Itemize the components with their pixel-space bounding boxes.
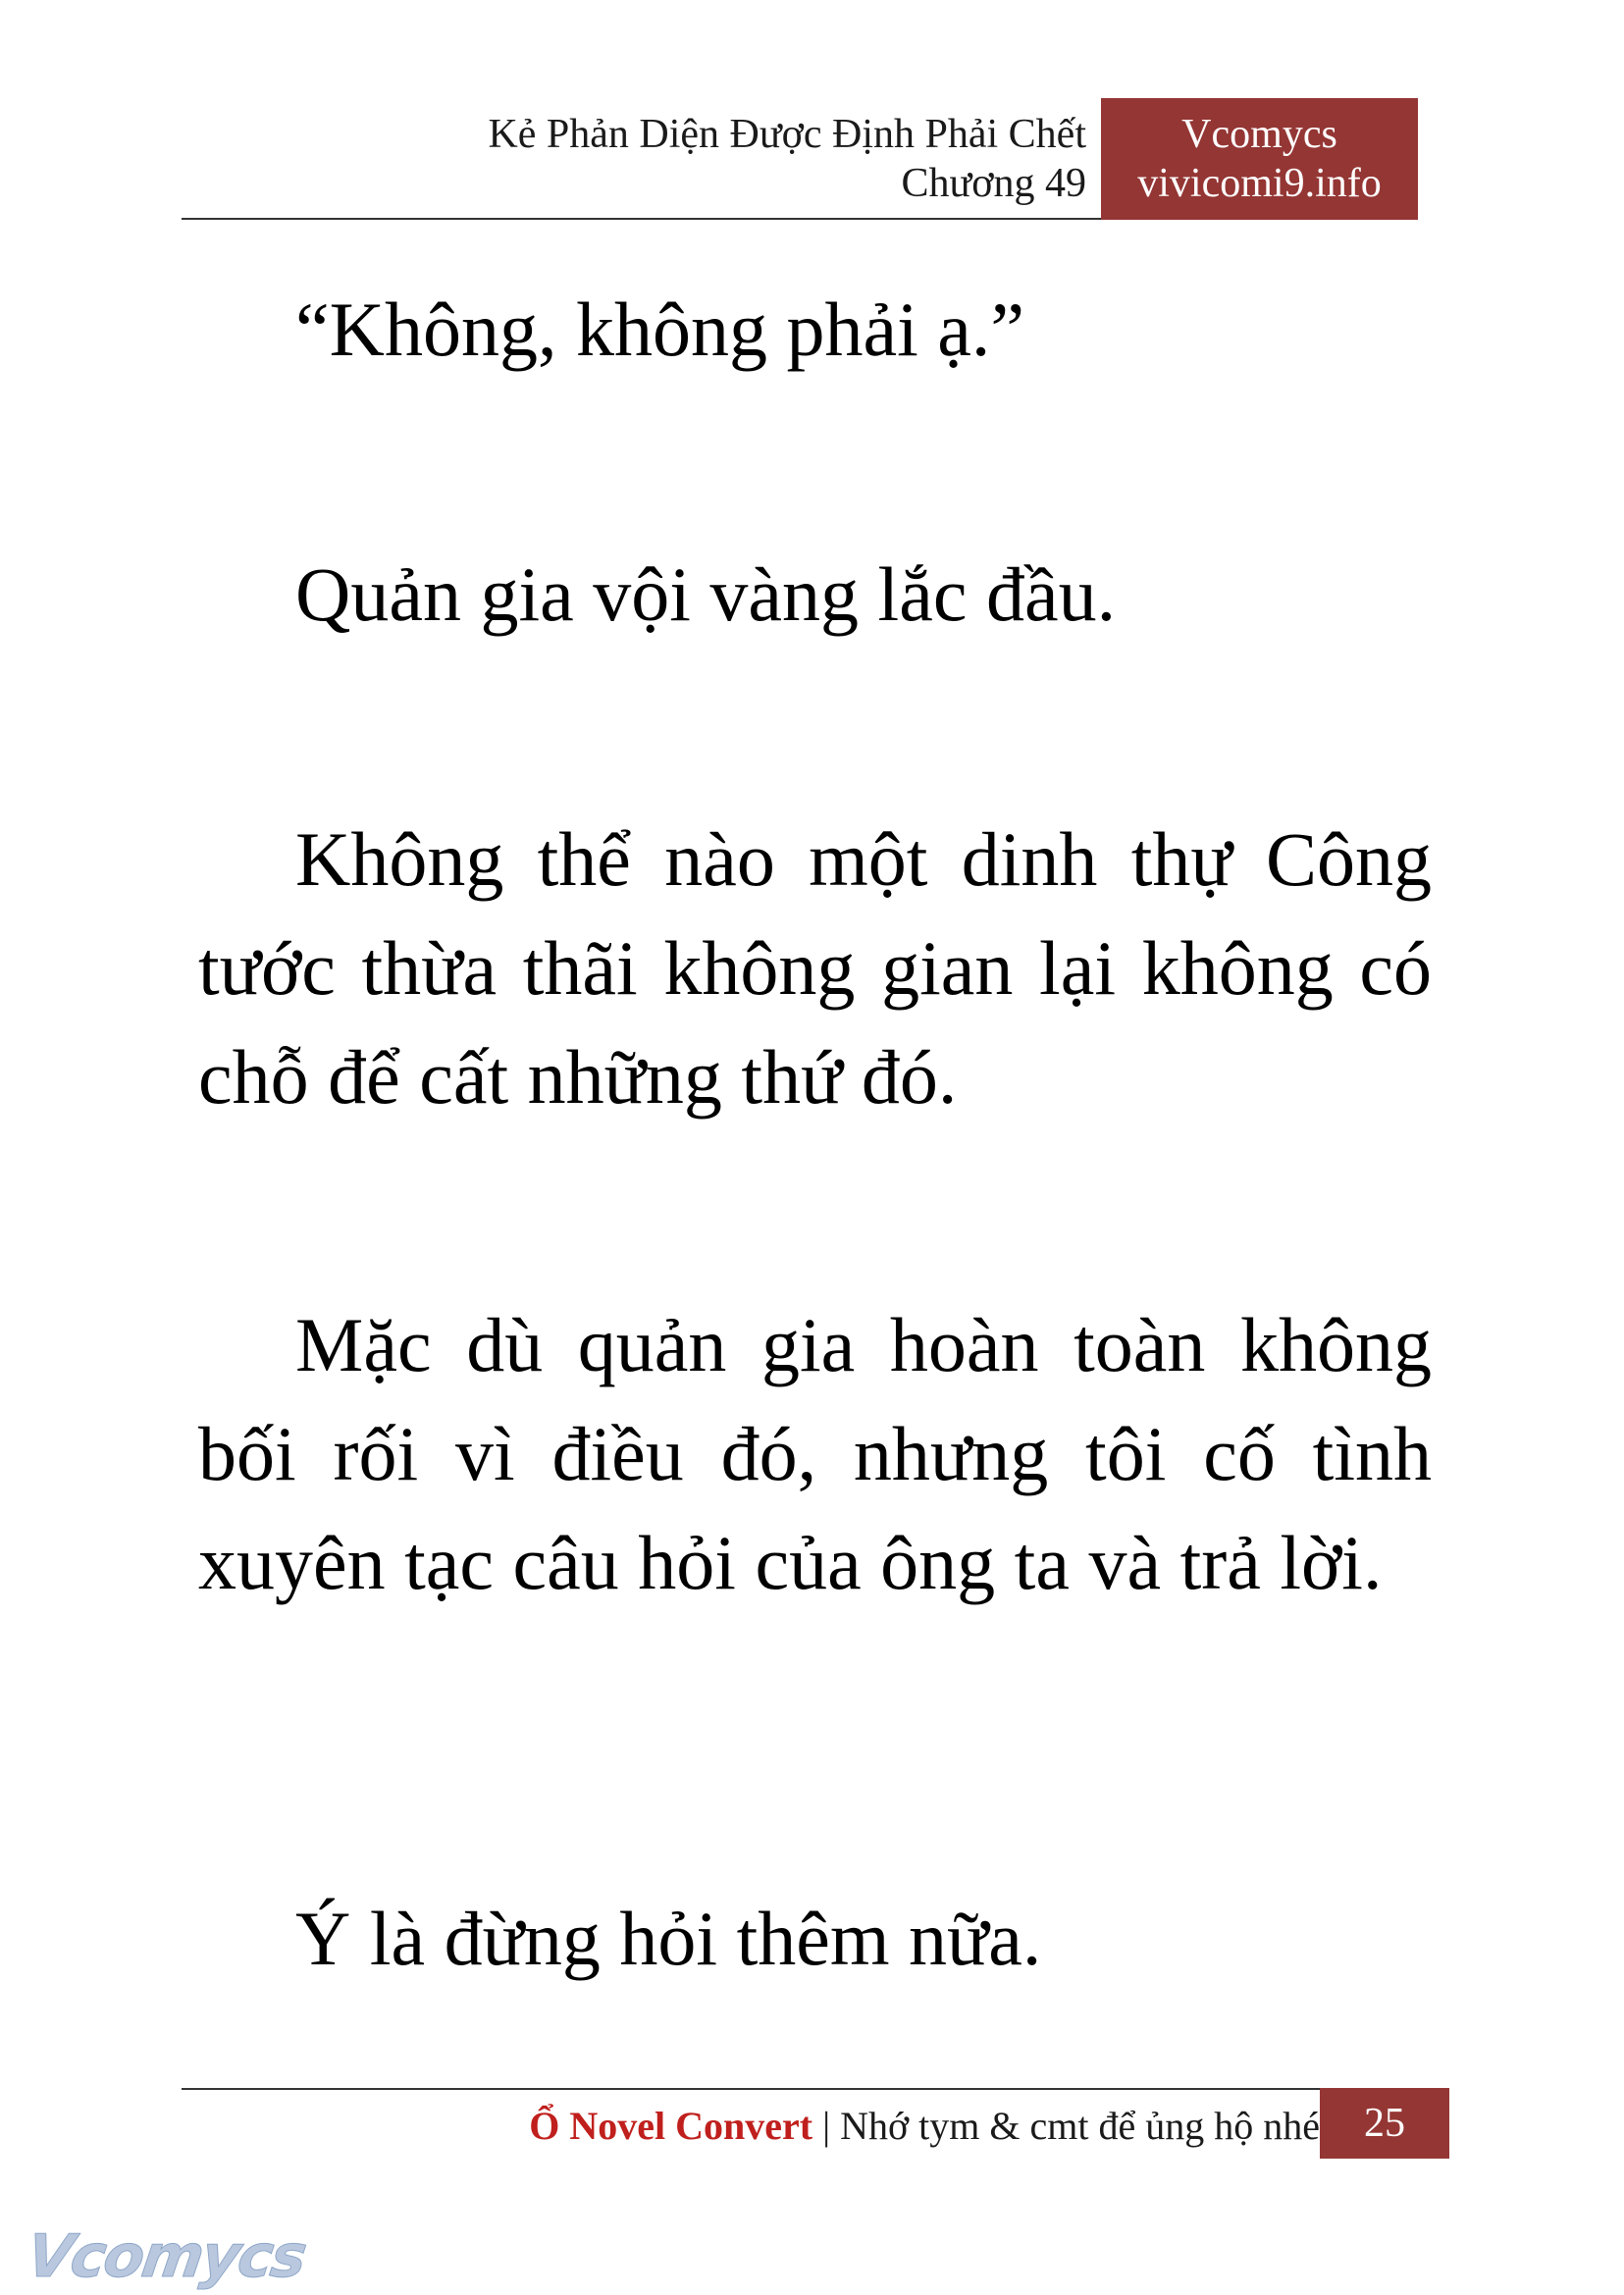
footer-brand: Ổ Novel Convert	[529, 2104, 813, 2148]
page-header	[182, 98, 1418, 220]
site-badge	[1101, 98, 1418, 220]
paragraph-4: Mặc dù quản gia hoàn toàn không bối rối vì điều đó, nhưng tôi cố tình xuyên tạc câu hỏi của ông ta và trả lời.	[198, 1302, 1432, 1605]
paragraph-1: “Không, không phải ạ.”	[295, 287, 1024, 372]
page-number: 25	[1320, 2088, 1449, 2159]
paragraph-2: Quản gia vội vàng lắc đầu.	[295, 551, 1117, 637]
footer-text	[529, 2102, 1320, 2151]
paragraph-3: Không thể nào một dinh thự Công tước thừa thãi không gian lại không có chỗ để cất những thứ đó.	[198, 816, 1432, 1120]
watermark-logo: Vcomycs	[23, 2222, 310, 2291]
book-title: Kẻ Phản Diện Được Định Phải Chết	[488, 112, 1086, 157]
paragraph-5: Ý là đừng hỏi thêm nữa.	[295, 1896, 1042, 1981]
header-title-block	[488, 110, 1086, 208]
footer-divider	[182, 2088, 1449, 2090]
footer-message: Nhớ tym & cmt để ủng hộ nhé	[840, 2104, 1320, 2148]
site-badge-url: vivicomi9.info	[1137, 161, 1382, 206]
footer-separator: |	[822, 2104, 831, 2148]
site-badge-name: Vcomycs	[1181, 112, 1337, 157]
chapter-label: Chương 49	[901, 161, 1086, 206]
page-footer	[182, 2088, 1449, 2159]
header-divider	[182, 218, 1101, 220]
